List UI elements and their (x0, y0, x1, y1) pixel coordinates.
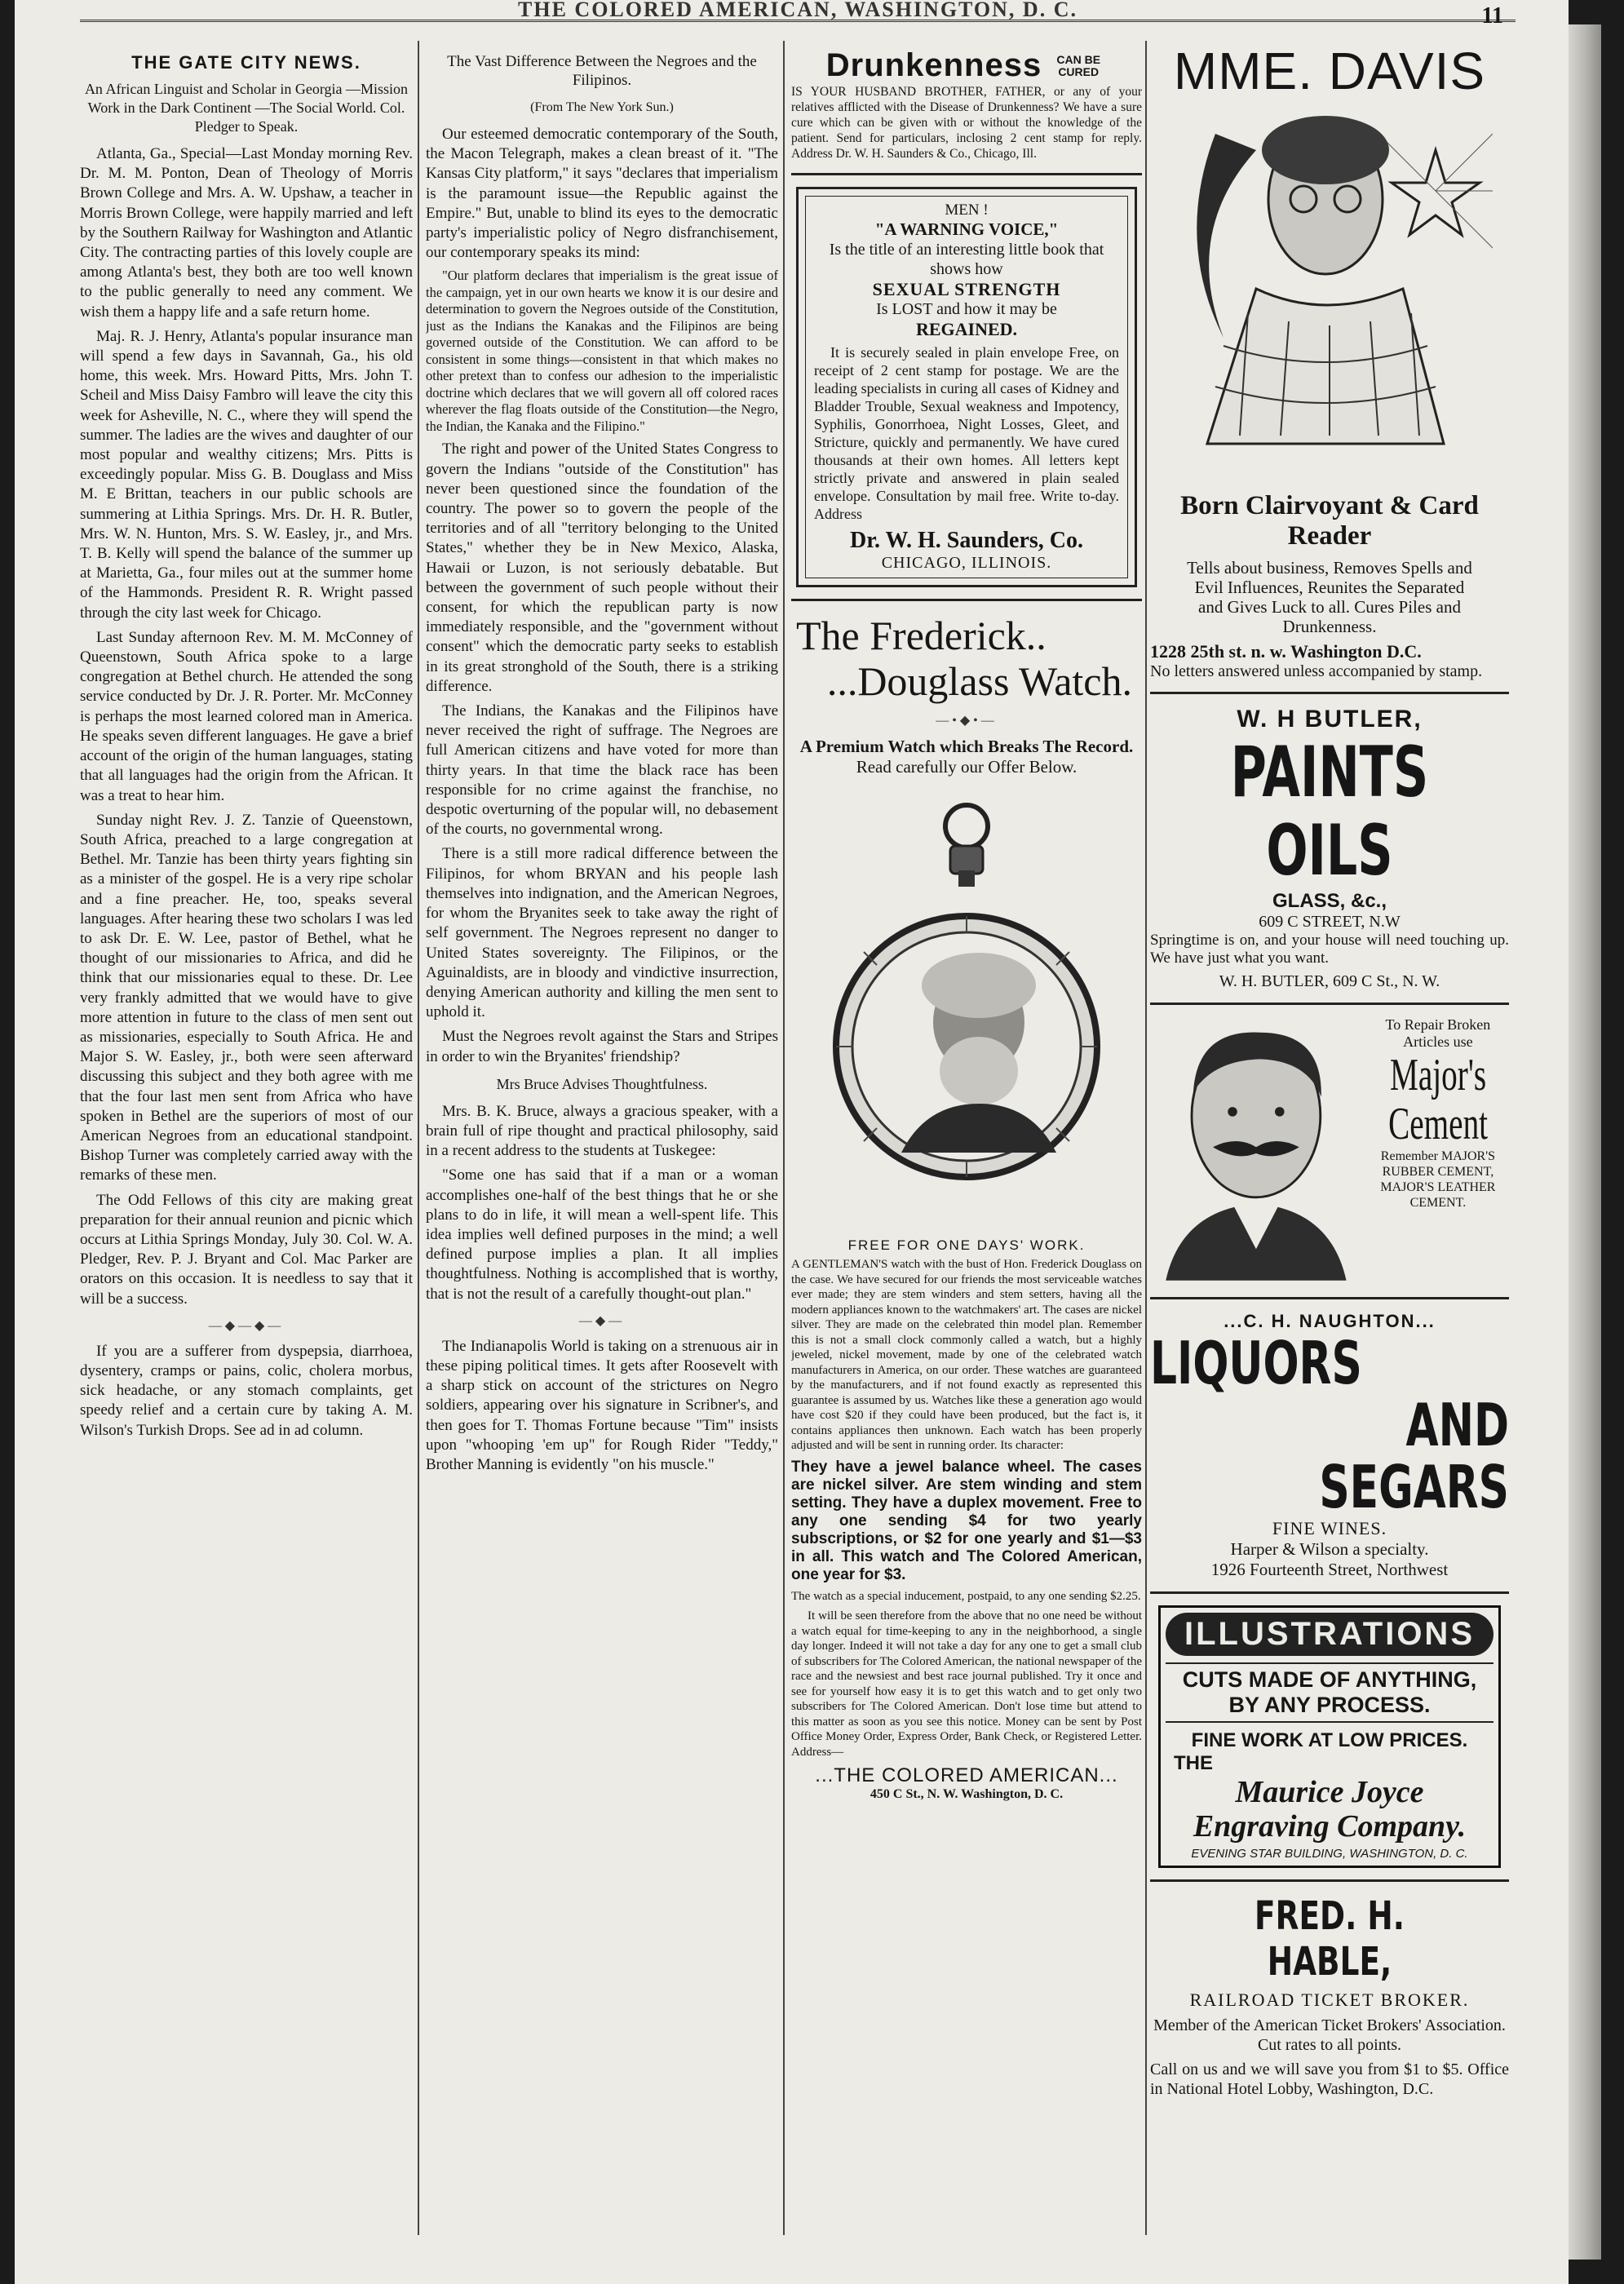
drunkenness-title: Drunkenness (825, 47, 1042, 83)
watch-address: ...THE COLORED AMERICAN... (815, 1764, 1118, 1786)
men-body: It is securely sealed in plain envelope Free, on receipt of 2 cent stamp for postage. We are the leading specialists in curing all cases of Kidney and Bladder Trouble, Sexual weakness and Impotency, Syphilis, Gonorrhoea, Night Losses, Gleet, and Stricture, quickly and permanently. We have cured thousands at their own homes. All letters kept strictly private and answered in plain sealed envelope. Consultation by mail free. Write to-day. Address (814, 344, 1119, 522)
liquors: LIQUORS (1150, 1329, 1362, 1397)
men-title: MEN ! (945, 201, 989, 219)
naughton-name: ...C. H. NAUGHTON... (1224, 1311, 1436, 1331)
column-ads-right (1150, 41, 1509, 2260)
davis-title: Born Clairvoyant & Card Reader (1180, 491, 1479, 551)
drunkenness-ad-title (791, 47, 1142, 84)
column-rule (1145, 41, 1147, 2235)
davis-portrait-illustration (1166, 101, 1493, 485)
watch-post: The watch as a special inducement, postpaid, to any one sending $2.25. (791, 1589, 1141, 1603)
article-paragraph: "Some one has said that if a man or a woman accomplishes one-half of the best things that he or she plans to do in life, it will mean a well-spent life. This idea implies well defined purposes in the mind; a well defined purpose implies a plan. It all implies thoughtfulness. Nothing is accomplished that is worthy, that is not the result of a carefully thought-out plan." (426, 1166, 778, 1303)
article-source: (From The New York Sun.) (530, 100, 674, 114)
watch-bold: They have a jewel balance wheel. The cases are nickel silver. Are stem winding and stem setting. They have a duplex movement. Free to any one sending $4 for two yearly subscriptions, or $2 for one yearly and $1—$3 in all. This watch and The Colored American, one year for $3. (791, 1458, 1142, 1583)
watch-body: A GENTLEMAN'S watch with the bust of Hon. Frederick Douglass on the case. We have secured for our friends the most serviceable watches ever made; they are stem winders and stem setters, having all the modern appliances known to the watchmakers' art. The cases are nickel silver. They are made on the celebrated thin model plan. Remember this is not a small clock commonly called a watch, but a highly jeweled, nickel movement, made by one of the celebrated watch manufacturers in America, on our order. These watches are guaranteed by the manufacturers, and if not found exactly as represented this guarantee is assumed by us. Watches like these a generation ago would have cost $20 if they could have been produced, but the fact is, it contains appliances then unknown. Each watch has been properly adjusted and will be sent in running order. Its character: (791, 1258, 1142, 1452)
majors-repair: To Repair Broken Articles use (1385, 1016, 1491, 1050)
hable-title: RAILROAD TICKET BROKER. (1189, 1990, 1470, 2010)
article-heading: The Vast Difference Between the Negroes and the Filipinos. (447, 53, 757, 89)
davis-note: No letters answered unless accompanied by stamp. (1150, 662, 1483, 680)
fine-wines: FINE WINES. (1272, 1518, 1387, 1538)
watch-read: Read carefully our Offer Below. (856, 757, 1078, 777)
column-rule (783, 41, 785, 2235)
ad-divider (791, 173, 1142, 175)
watch-free: FREE FOR ONE DAYS' WORK. (847, 1237, 1086, 1253)
article-paragraph: The Indianapolis World is taking on a strenuous air in these piping political times. It gets after Roosevelt with a sharp stick on account of the strictures on Negro soldiers, appearing over his signature in Scribner's, and then goes for T. Thomas Fortune because "Tim" insists upon "whooping 'em up" for Rough Rider "Teddy," Brother Manning is evidently "on his muscle." (426, 1337, 778, 1473)
article-paragraph: Our esteemed democratic contemporary of the South, the Macon Telegraph, makes a clean breast of it. "The Kansas City platform," it says "declares that imperialism is the paramount issue—the Republic against the Empire." But, unable to blind its eyes to the democratic party's imperialistic policy of Negro disfranchisement, our contemporary speaks its mind: (426, 126, 778, 262)
butler-name: W. H BUTLER, (1237, 706, 1423, 733)
men-city: CHICAGO, ILLINOIS. (881, 554, 1052, 572)
book-spine-edge (1569, 24, 1601, 2260)
column-gate-city-news (80, 41, 413, 2260)
men-signature: Dr. W. H. Saunders, Co. (849, 528, 1084, 553)
article-paragraph: Sunday night Rev. J. Z. Tanzie of Queenstown, South Africa, preached to a large congregation at Bethel. Mr. Tanzie has been thirty years fighting sin as a minister of the gospel. He is a very ripe scholar and a fine preacher. He, too, speaks several languages. After hearing these two scholars I was led to ask Dr. E. W. Lee, pastor of Bethel, what he thought of our missionaries to Africa, and did he think that our missionaries equal to these. Dr. Lee very frankly admitted that we would have to give more attention in future to the class of men sent out as missionaries, especially to South Africa. He and Major S. W. Easley, jr., both were seen afterward discussing this subject and they both agree with me that the four last men sent from Africa who have spoken in Bethel are the superiors of most of our American Negroes from an educational standpoint. Bishop Turner was completely carried away with the remarks of these men. (80, 811, 413, 1184)
butler-glass: GLASS, &c., (1272, 890, 1387, 912)
naughton-address: 1926 Fourteenth Street, Northwest (1210, 1560, 1449, 1579)
article-paragraph: Atlanta, Ga., Special—Last Monday morning Rev. Dr. M. M. Ponton, Dean of Theology of Morris Brown College and Mrs. A. W. Upshaw, a teacher in Morris Brown College, were happily married and left by the Southern Railway for Washington and Atlantic City. The contracting parties of this lovely couple are among Atlanta's best, they both are too well known to the public generally to need any comment. We wish them a happy life and a safe return home. (80, 145, 413, 321)
majors-portrait-illustration (1150, 1016, 1362, 1286)
hable-text-2: Call on us and we will save you from $1 to $5. Office in National Hotel Lobby, Washington, D.C. (1150, 2060, 1509, 2098)
column-rule (418, 41, 419, 2235)
page-number: 11 (1481, 3, 1503, 29)
majors-name: Major's (1389, 1050, 1486, 1100)
harper-wilson: Harper & Wilson a specialty. (1230, 1539, 1429, 1559)
ad-divider (1150, 692, 1509, 694)
watch-title-2: ...Douglass Watch. (826, 658, 1132, 704)
davis-text: Tells about business, Removes Spells and Evil Influences, Reunites the Separated and Gives Luck to all. Cures Piles and Drunkenness. (1187, 558, 1472, 636)
article-paragraph: The right and power of the United States Congress to govern the Indians "outside of the Constitution" has never been questioned since the foundation of the country. The power so to govern the people of the territories and of all "territory belonging to the United States," whether they be in New Mexico, Alaska, Hawaii or Luzon, is not seriously debatable. But between the government of such people without their consent, for which the republican party is now immediately responsible, and the "government without consent" which the democratic party seeks to establish in its great stronghold of the South, there is a striking difference. (426, 440, 778, 695)
douglass-watch-illustration (828, 777, 1105, 1234)
hable-name: FRED. H. HABLE, (1255, 1893, 1405, 1985)
illus-the: THE (1174, 1752, 1213, 1774)
illus-address: EVENING STAR BUILDING, WASHINGTON, D. C. (1191, 1847, 1468, 1861)
ornament-divider: —•◆•— (936, 714, 998, 728)
article-paragraph: The Odd Fellows of this city are making great preparation for their annual reunion and picnic which occurs at Lithia Springs Monday, July 30. Col. W. A. Pledger, Rev. P. J. Bryant and Col. Mac Parker are orators on this occasion. It is needless to say that it will be a success. (80, 1191, 413, 1308)
ad-divider (791, 599, 1142, 601)
turkish-drops-ad: If you are a sufferer from dyspepsia, diarrhoea, dysentery, cramps or pains, colic, cholera morbus, sick headache, or any stomach complaints, get speedy relief and a certain cure by taking A. M. Wilson's Turkish Drops. See ad in ad column. (80, 1342, 413, 1439)
davis-name: MME. DAVIS (1173, 42, 1486, 100)
hable-text: Member of the American Ticket Brokers' Association. Cut rates to all points. (1153, 2016, 1506, 2054)
davis-address: 1228 25th st. n. w. Washington D.C. (1150, 641, 1422, 662)
ad-divider (1150, 1003, 1509, 1005)
warning-voice-ad (796, 187, 1137, 587)
ornament-divider: —◆—◆— (208, 1318, 285, 1333)
engraving-ad (1158, 1605, 1501, 1868)
majors-cement-ad (1150, 1016, 1509, 1286)
watch-title-1: The Frederick.. (796, 613, 1047, 658)
men-warning: "A WARNING VOICE," (874, 219, 1059, 239)
ad-divider (1150, 1879, 1509, 1882)
butler-signature: W. H. BUTLER, 609 C St., N. W. (1219, 972, 1440, 990)
ad-divider (1150, 1297, 1509, 1299)
butler-address: 609 C STREET, N.W (1259, 913, 1401, 931)
article-paragraph: Maj. R. J. Henry, Atlanta's popular insurance man will spend a few days in Savannah, Ga., his old home, this week. Mrs. Howard Pitts, Mrs. John T. Scheil and Miss Daisy Fambro will leave the city this week for Asheville, N. C., where they will spend the summer. The ladies are the wives and daughter of our most popular and wealthy citizens; Mrs. Pitts is exceedingly popular. Miss G. B. Douglass and Miss M. E Brittan, teachers in our public schools are summering at Lithia Springs. Mrs. Dr. H. R. Butler, Mrs. W. N. Hunton, Mrs. S. W. Easley, jr., and Mrs. T. B. Kelly will spend the balance of the summer up at Marietta, Ga., four miles out at the summer home of the Hammonds. President R. R. Wright passed through the city last week for Chicago. (80, 327, 413, 622)
illus-fine: FINE WORK AT LOW PRICES. (1191, 1729, 1468, 1751)
men-regained: REGAINED. (915, 319, 1018, 339)
watch-address-2: 450 C St., N. W. Washington, D. C. (870, 1787, 1064, 1801)
drunkenness-cured: CAN BE CURED (1056, 52, 1101, 78)
article-paragraph: There is a still more radical difference between the Filipinos, for whom BRYAN and his people lash themselves into indignation, and the American Negroes, for whom the Bryanites seek to take away the right of self government. The Negroes represent no danger to United States sovereignty. The Filipinos, or the Aguinaldists, are in bloody and vindictive insurrection, denying American authority and killing the men sent to uphold it. (426, 845, 778, 1021)
article-paragraph: The Indians, the Kanakas and the Filipinos have never received the right of suffrage. The Negroes are full American citizens and have voted for more than thirty years. In that time the black race has been responsible for no crime against the franchise, no despotic overturning of the popular will, no debasement of the courts, no governmental wrong. (426, 702, 778, 839)
drunkenness-text: IS YOUR HUSBAND BROTHER, FATHER, or any of your relatives afflicted with the Disease of Drunkenness? We have a sure cure which can be given with or without the knowledge of the patient. Send for particulars, inclosing 2 cent stamp for reply. Address Dr. W. H. Saunders & Co., Chicago, Ill. (791, 85, 1142, 161)
article-subheading: An African Linguist and Scholar in Georgia —Mission Work in the Dark Continent —The Social World. Col. Pledger to Speak. (84, 81, 409, 135)
newspaper-page (15, 0, 1569, 2284)
running-title: THE COLORED AMERICAN, WASHINGTON, D. C. (80, 2, 1516, 22)
article-paragraph: Must the Negroes revolt against the Stars and Stripes in order to win the Bryanites' friendship? (426, 1028, 778, 1065)
men-strength: SEXUAL STRENGTH (872, 279, 1061, 299)
butler-text: Springtime is on, and your house will need touching up. We have just what you want. (1150, 932, 1509, 967)
ornament-divider: —◆— (578, 1313, 626, 1328)
illustrations-title: ILLUSTRATIONS (1166, 1613, 1493, 1656)
column-negroes-filipinos (426, 41, 778, 2260)
article-heading: THE GATE CITY NEWS. (131, 52, 361, 73)
ad-divider (1150, 1591, 1509, 1594)
illus-company: Maurice Joyce Engraving Company. (1193, 1775, 1467, 1844)
illus-cuts: CUTS MADE OF ANYTHING, BY ANY PROCESS. (1166, 1662, 1493, 1723)
butler-paints-oils: PAINTS OILS (1230, 732, 1429, 892)
segars: AND SEGARS (1319, 1391, 1509, 1521)
article-heading: Mrs Bruce Advises Thoughtfulness. (496, 1075, 708, 1092)
watch-end: It will be seen therefore from the above that no one need be without a watch equal for time-keeping to any in the neighborhood, a single day longer. Indeed it will not take a day for any one to get a small club of subscribers for The Colored American, the national newspaper of the race and the newsiest and best race journal published. Try it once and see for yourself how easy it is to get this watch and to get only two subscribers for The Colored American. Don't lose time but attend to this matter as soon as you see this notice. Money can be sent by Post Office Money Order, Express Order, Bank Check, or Registered Letter. Address— (791, 1609, 1142, 1759)
article-quote: "Our platform declares that imperialism is the great issue of the campaign, yet in our own hearts we know it is our desire and determination to govern the Negroes outside of the Constitution, just as the Indians the Kanakas and the Filipinos are being governed outside of the Constitution. We can afford to be consistent in some things—consistent in that which makes no other pretext than to confess our adhesion to the imperialistic doctrine which declares that we will govern all off colored races wherever the flag floats outside of the Constitution—the Negro, the Indian, the Kanaka and the Filipino." (426, 268, 778, 434)
article-paragraph: Last Sunday afternoon Rev. M. M. McConney of Queenstown, South Africa spoke to a large congregation at Bethel church. He attended the song service conducted by Dr. J. R. Porter. Mr. McConney is perhaps the most learned colored man in America. He speaks seven different languages. He gave a brief account of the origin of the human languages, stating that all languages had the origin from the African. It was a treat to hear him. (80, 628, 413, 804)
men-line: Is LOST and how it may be (876, 300, 1057, 318)
article-paragraph: Mrs. B. K. Bruce, always a gracious speaker, with a brain full of ripe thought and practical philosophy, said in a recent address to the students at Tuskegee: (426, 1102, 778, 1160)
men-line: Is the title of an interesting little book that shows how (829, 241, 1104, 278)
watch-premium: A Premium Watch which Breaks The Record. (799, 737, 1134, 756)
majors-remember: Remember MAJOR'S RUBBER CEMENT, MAJOR'S LEATHER CEMENT. (1380, 1149, 1496, 1210)
majors-cement: Cement (1387, 1099, 1488, 1149)
column-ads-center (791, 41, 1142, 2260)
